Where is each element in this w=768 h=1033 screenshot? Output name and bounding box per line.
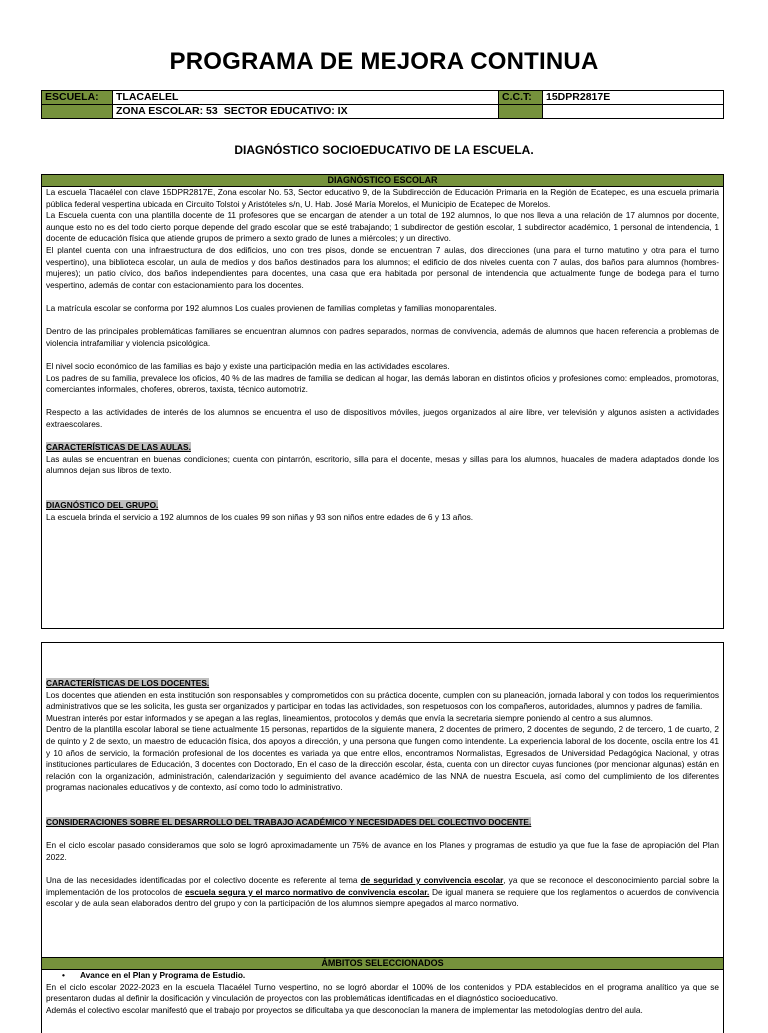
aulas-heading: CARACTERÍSTICAS DE LAS AULAS.: [46, 442, 191, 453]
diagnostico-paragraph: Dentro de las principales problemáticas familiares se encuentran alumnos con padres separados, normas de convivencia, además de alumnos que hacen referencia a problemas de violencia intrafamiliar y violencia psicológica.: [46, 326, 719, 348]
docentes-box: [41, 642, 724, 958]
docentes-paragraph: Muestran interés por estar informados y se apegan a las reglas, lineamientos, protocolos y demás que envía la secretaria siempre poniendo al centro a sus alumnos.: [46, 712, 653, 723]
zona-escolar: ZONA ESCOLAR: 53: [113, 105, 221, 119]
consideraciones-heading: CONSIDERACIONES SOBRE EL DESARROLLO DEL TRABAJO ACADÉMICO Y NECESIDADES DEL COLECTIVO DOCENTE.: [46, 817, 532, 828]
section-subtitle: DIAGNÓSTICO SOCIOEDUCATIVO DE LA ESCUELA.: [234, 143, 534, 157]
ambitos-heading: ÁMBITOS SELECCIONADOS: [42, 958, 723, 970]
header-spacer-2: [499, 105, 543, 119]
ambitos-paragraph: En el ciclo escolar 2022-2023 en la escuela Tlacaélel Turno vespertino, no se logró abordar el 100% de los contenidos y PDA establecidos en el programa analítico ya que se presentaron dudas al definir la dosificación y vinculación de proyectos con las problemáticas identificadas en el diagnóstico socioeducativo.: [46, 981, 719, 1004]
diagnostico-heading: DIAGNÓSTICO ESCOLAR: [42, 175, 723, 187]
diagnostico-paragraph: La escuela Tlacaélel con clave 15DPR2817E, Zona escolar No. 53, Sector educativo 9, de la Subdirección de Educación Primaria en la Región de Ecatepec, es una escuela primaria pública federal vespertina ubicada en Circuito Tolstoi y Aristóteles s/n, U. Hab. José María Morelos, el Municipio de Ecatepec de Morelos.: [46, 187, 719, 209]
diagnostico-box: [41, 174, 724, 629]
diagnostico-paragraph: La matrícula escolar se conforma por 192 alumnos Los cuales provienen de familias completas y familias monoparentales.: [46, 302, 497, 313]
aulas-text: Las aulas se encuentran en buenas condiciones; cuenta con pintarrón, escritorio, silla para el docente, mesas y sillas para los alumnos, huacales de madera adaptados donde los alumnos dejan sus libros de texto.: [46, 453, 719, 476]
cct-value: 15DPR2817E: [543, 91, 724, 105]
grupo-heading: DIAGNÓSTICO DEL GRUPO.: [46, 500, 159, 511]
ambitos-text: [42, 970, 723, 1016]
ambitos-bullet: • Avance en el Plan y Programa de Estudio.: [62, 970, 246, 980]
page-title: PROGRAMA DE MEJORA CONTINUA: [169, 48, 599, 75]
consideraciones-paragraph-2: Una de las necesidades identificadas por el colectivo docente es referente al tema de seguridad y convivencia escolar, ya que se reconoce el desconocimiento parcial sobre la implementación de los protocolos de escuela segura y el marco normativo de convivencia escolar. De igual manera se requiere que los reglamentos o acuerdos de convivencia escolar y de aula sean elaborados dentro del grupo y con la participación de los alumnos siempre apegados al marco normativo.: [46, 875, 719, 909]
header-empty-cell: [543, 105, 724, 119]
diagnostico-paragraph: La Escuela cuenta con una plantilla docente de 11 profesores que se encargan de atender a un total de 192 alumnos, lo que nos lleva a una relación de 17 alumnos por docente, aunque esto no es del todo cierto porque depende del grado escolar que se esté trabajando; 1 subdirector de gestión escolar, 1 subdirector académico, 1 personal de intendencia, 1 docente de educación física que atiende grupos de primero a sexto grado de lunes a miércoles; y un directivo.: [46, 210, 719, 244]
diagnostico-text: [42, 187, 723, 523]
docentes-paragraph: Dentro de la plantilla escolar laboral se tiene actualmente 15 personas, repartidos de la siguiente manera, 2 docentes de primero, 2 docentes de segundo, 2 de tercero, 1 de cuarto, 2 de quinto y 2 de sexto, un maestro de educación física, dos apoyos a dirección, y una persona que fungen como intendente. La experiencia laboral de los docente, oscila entre los 41 y 10 años de servicio, la formación profesional de los docentes es variada ya que entre ellos, encontramos Normalistas, Egresados de Universidad Pedagógica Nacional, y otras instituciones particulares de Educación, 3 docentes con Doctorado, En el caso de la dirección escolar, ésta, cuenta con un director cuyas funciones (por mencionar algunas) están en relación con la organización, administración, calendarización y seguimiento del avance académico de las NNA de nuestra Escuela, así como del cumplimiento de los diferentes programas nacionales educativos y de contexto, así como todo lo administrativo.: [46, 724, 719, 793]
diagnostico-paragraph: El plantel cuenta con una infraestructura de dos edificios, uno con tres pisos, donde se encuentran 7 aulas, dos direcciones (una para el turno matutino y otra para el turno vespertino), una biblioteca escolar, un aula de medios y dos baños destinados para los alumnos; el edificio de dos niveles cuenta con 7 aulas, dos baños para alumnos (hombres- mujeres); un patio cívico, dos baños independientes para docentes, una casa que era habitada por personal de intendencia que actualmente funge de bodega para el turno vespertino, además de contar con estacionamiento para los docentes.: [46, 244, 719, 290]
diagnostico-paragraph: Respecto a las actividades de interés de los alumnos se encuentra el uso de dispositivos móviles, juegos organizados al aire libre, ver televisión y algunos asisten a actividades extraescolares.: [46, 407, 719, 429]
diagnostico-paragraph: Los padres de su familia, prevalece los oficios, 40 % de las madres de familia se dedican al hogar, las demás laboran en distintos oficios y profesiones como: empleados, promotoras, comerciantes informales, choferes, obreros, taxista, técnico automotriz.: [46, 372, 719, 395]
grupo-text: La escuela brinda el servicio a 192 alumnos de los cuales 99 son niñas y 93 son niños entre edades de 6 y 13 años.: [46, 511, 474, 522]
diagnostico-paragraph: El nivel socio económico de las familias es bajo y existe una participación media en las actividades escolares.: [46, 360, 450, 371]
consideraciones-paragraph: En el ciclo escolar pasado consideramos que solo se logró aproximadamente un 75% de avance en los Planes y programas de estudio ya que fue la fase de apropiación del Plan 2022.: [46, 840, 719, 862]
escuela-label: ESCUELA:: [42, 91, 113, 105]
escuela-segura-highlight: escuela segura y el marco normativo de convivencia escolar.: [185, 886, 430, 897]
seguridad-convivencia-highlight: de seguridad y convivencia escolar: [360, 875, 504, 886]
sector-educativo: SECTOR EDUCATIVO: IX: [221, 105, 499, 119]
school-info-table: [41, 90, 724, 119]
cct-label: C.C.T:: [499, 91, 543, 105]
docentes-heading: CARACTERÍSTICAS DE LOS DOCENTES.: [46, 678, 210, 688]
header-spacer: [42, 105, 113, 119]
docentes-text: [42, 643, 723, 910]
ambitos-paragraph: Además el colectivo escolar manifestó que el trabajo por proyectos se dificultaba ya que desconocían la manera de implementar las metodologías dentro del aula.: [46, 1004, 643, 1015]
escuela-value: TLACAELEL: [113, 91, 499, 105]
docentes-paragraph: Los docentes que atienden en esta institución son responsables y comprometidos con su práctica docente, cumplen con su planeación, jornada laboral y con todos los requerimientos administrativos que se les solicita, les gusta ser organizados y participar en todas las actividades, son respetuosos con los compañeros, autoridades, alumnos y padres de familia.: [46, 689, 719, 712]
ambitos-box: [41, 957, 724, 1033]
